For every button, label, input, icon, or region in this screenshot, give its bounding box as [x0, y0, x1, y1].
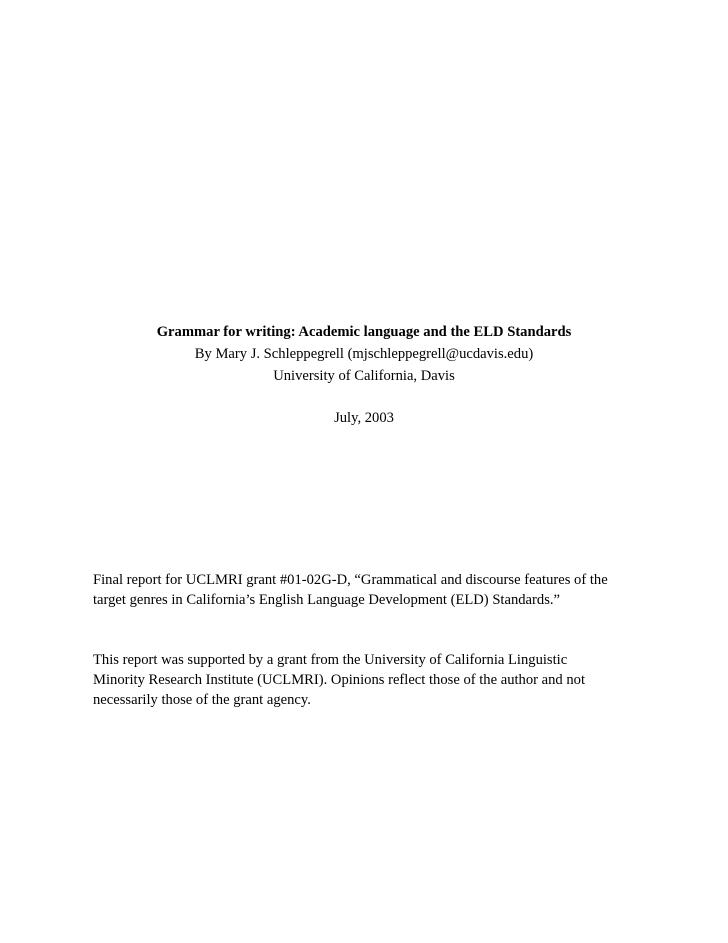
paragraph-line: This report was supported by a grant from the University of California Linguistic	[93, 652, 568, 668]
paragraph-line: target genres in California’s English Language Development (ELD) Standards.”	[93, 592, 560, 608]
author-line: By Mary J. Schleppegrell (mjschleppegrell@ucdavis.edu)	[194, 346, 534, 362]
title-block	[0, 322, 728, 428]
paragraph-line: Minority Research Institute (UCLMRI). Opinions reflect those of the author and not	[93, 672, 586, 688]
grant-report-paragraph	[93, 570, 653, 610]
paragraph-line: Final report for UCLMRI grant #01-02G-D, “Grammatical and discourse features of the	[93, 572, 608, 588]
funding-note-paragraph	[93, 650, 653, 710]
paragraph-line: necessarily those of the grant agency.	[93, 692, 311, 708]
report-date: July, 2003	[334, 410, 394, 426]
affiliation: University of California, Davis	[273, 368, 455, 384]
document-title: Grammar for writing: Academic language and the ELD Standards	[156, 324, 572, 340]
